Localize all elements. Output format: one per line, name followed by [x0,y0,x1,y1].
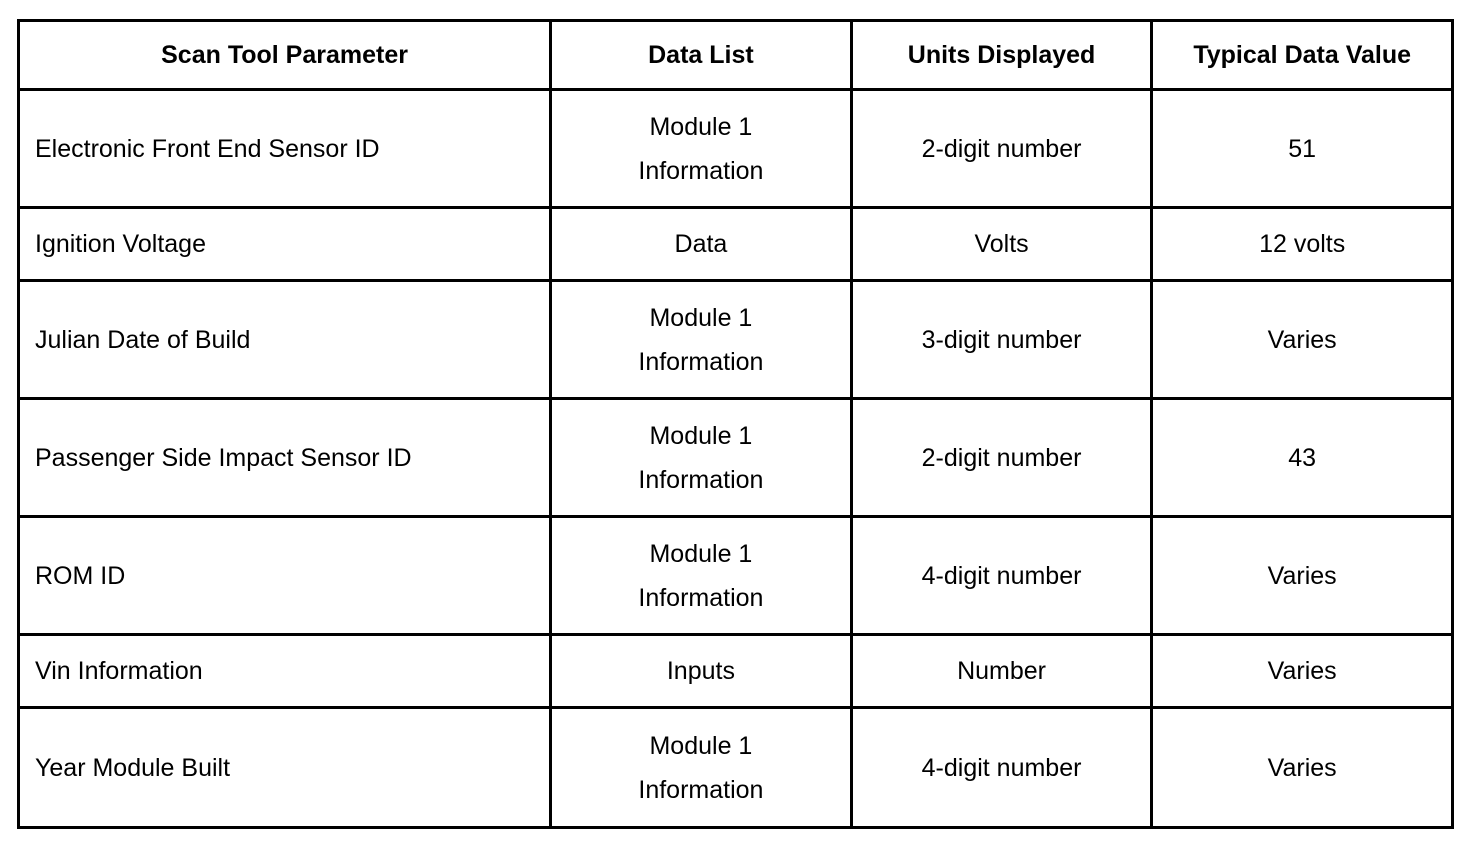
cell-typical-value: Varies [1152,635,1453,708]
data-list-line: Module 1 [649,539,753,568]
table-row [19,635,1453,708]
cell-data-list [551,635,852,708]
table-row [19,517,1453,635]
table-header-row [19,21,1453,90]
cell-data-list [551,281,852,399]
data-list-line: Inputs [666,657,735,685]
cell-typical-value: 12 volts [1152,208,1453,281]
scan-tool-parameter-table [17,19,1454,829]
cell-data-list [551,399,852,517]
header-units-displayed: Units Displayed [851,21,1152,90]
cell-parameter: Passenger Side Impact Sensor ID [19,399,551,517]
cell-parameter: Electronic Front End Sensor ID [19,90,551,208]
table-row [19,90,1453,208]
cell-data-list [551,517,852,635]
data-list-line: Information [638,156,764,185]
cell-typical-value: Varies [1152,281,1453,399]
cell-units: Number [851,635,1152,708]
header-typical-data-value: Typical Data Value [1152,21,1453,90]
cell-typical-value: Varies [1152,708,1453,828]
cell-parameter: Ignition Voltage [19,208,551,281]
cell-units: 2-digit number [851,399,1152,517]
table-row [19,208,1453,281]
data-list-line: Module 1 [649,112,753,141]
header-scan-tool-parameter: Scan Tool Parameter [19,21,551,90]
table-row [19,399,1453,517]
cell-units: 2-digit number [851,90,1152,208]
table-row [19,281,1453,399]
data-list-line: Module 1 [649,731,753,760]
data-list-line: Information [638,583,764,612]
cell-units: 4-digit number [851,517,1152,635]
cell-typical-value: 51 [1152,90,1453,208]
cell-data-list [551,208,852,281]
header-data-list: Data List [551,21,852,90]
cell-parameter: ROM ID [19,517,551,635]
cell-data-list [551,90,852,208]
cell-data-list [551,708,852,828]
data-list-line: Module 1 [649,303,753,332]
cell-units: 3-digit number [851,281,1152,399]
cell-units: Volts [851,208,1152,281]
data-list-line: Information [638,465,764,494]
data-list-line: Information [638,775,764,804]
cell-units: 4-digit number [851,708,1152,828]
data-list-line: Information [638,347,764,376]
data-list-line: Module 1 [649,421,753,450]
cell-parameter: Year Module Built [19,708,551,828]
table-row [19,708,1453,828]
cell-parameter: Vin Information [19,635,551,708]
cell-typical-value: Varies [1152,517,1453,635]
data-list-line: Data [674,230,728,258]
cell-typical-value: 43 [1152,399,1453,517]
cell-parameter: Julian Date of Build [19,281,551,399]
